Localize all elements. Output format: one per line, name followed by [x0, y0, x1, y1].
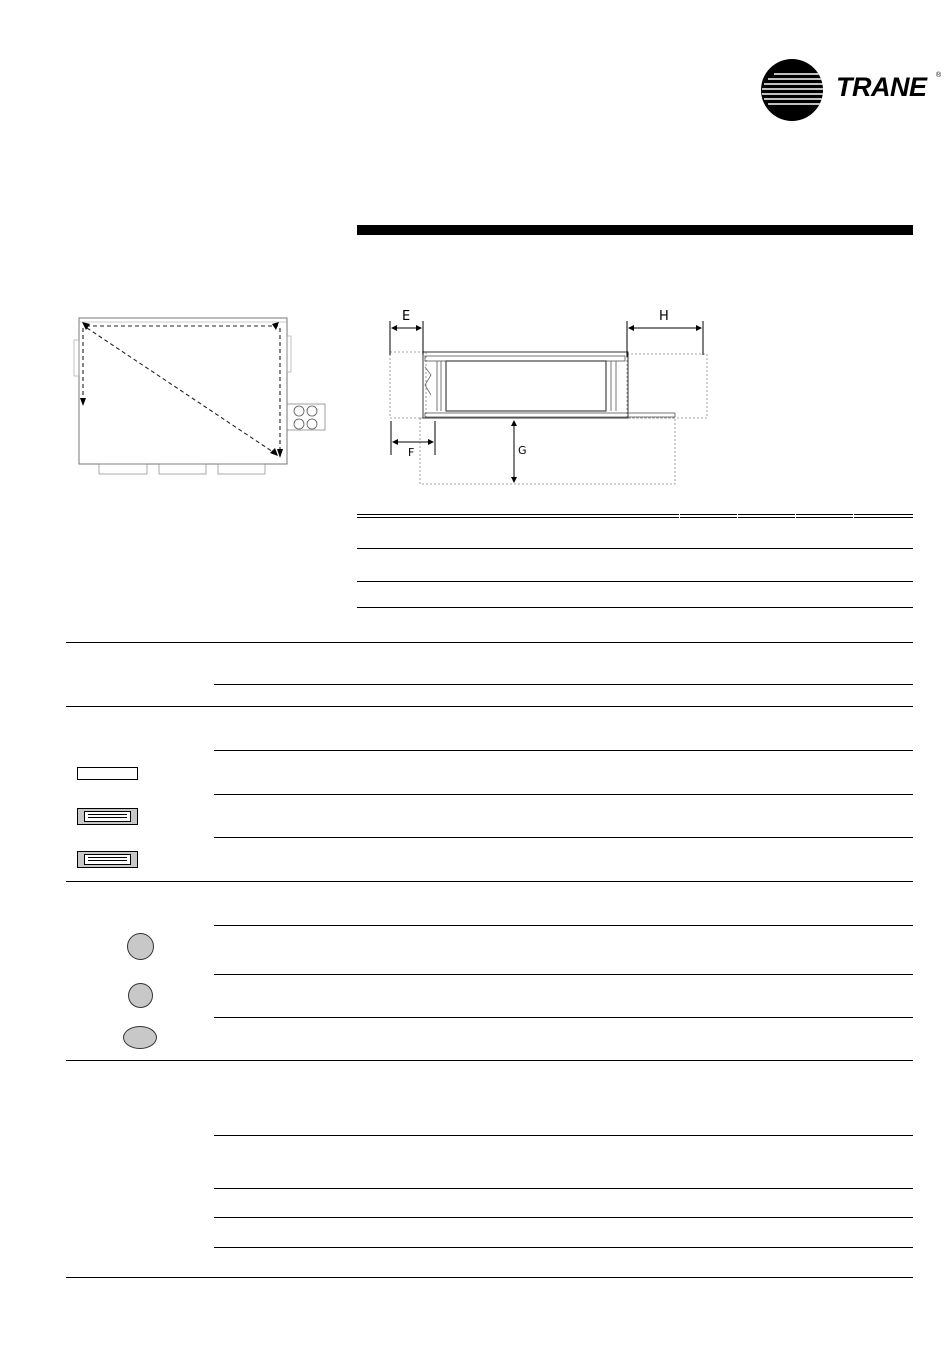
dimension-label-e: E — [402, 309, 411, 324]
dimension-label-g: G — [518, 444, 527, 457]
grille-plain-icon — [77, 767, 138, 780]
table-rule — [357, 517, 913, 518]
table-rule — [214, 750, 913, 751]
table-rule — [66, 1277, 913, 1278]
knob-oval-icon — [123, 1026, 157, 1049]
table-rule — [214, 837, 913, 838]
table-rule — [214, 1135, 913, 1136]
unit-dimension-diagram — [385, 305, 715, 490]
table-rule — [214, 925, 913, 926]
column-divider — [737, 513, 738, 518]
dimension-label-f: F — [408, 446, 415, 459]
grille-louvre-icon — [77, 851, 138, 868]
table-rule — [357, 607, 913, 608]
table-rule — [357, 548, 913, 549]
dimension-label-h: H — [659, 309, 669, 324]
grille-louvre-icon — [77, 808, 138, 825]
table-rule — [214, 794, 913, 795]
registered-mark: ® — [936, 72, 942, 79]
table-rule — [214, 1188, 913, 1189]
knob-round-icon — [127, 933, 154, 960]
column-divider — [853, 513, 854, 518]
brand-name: TRANE — [836, 72, 927, 102]
table-rule — [214, 684, 913, 685]
column-divider — [679, 513, 680, 518]
column-divider — [795, 513, 796, 518]
knob-round-icon — [128, 983, 153, 1008]
table-rule — [66, 642, 913, 643]
table-rule — [214, 1017, 913, 1018]
table-rule — [357, 581, 913, 582]
table-rule — [214, 1247, 913, 1248]
table-rule — [66, 1060, 913, 1061]
table-rule — [66, 881, 913, 882]
section-header-bar — [357, 225, 913, 235]
table-rule — [214, 974, 913, 975]
table-rule — [214, 1217, 913, 1218]
table-rule — [66, 706, 913, 707]
trane-logo — [760, 58, 950, 128]
table-rule — [357, 514, 913, 515]
unit-front-view-diagram — [66, 312, 336, 482]
